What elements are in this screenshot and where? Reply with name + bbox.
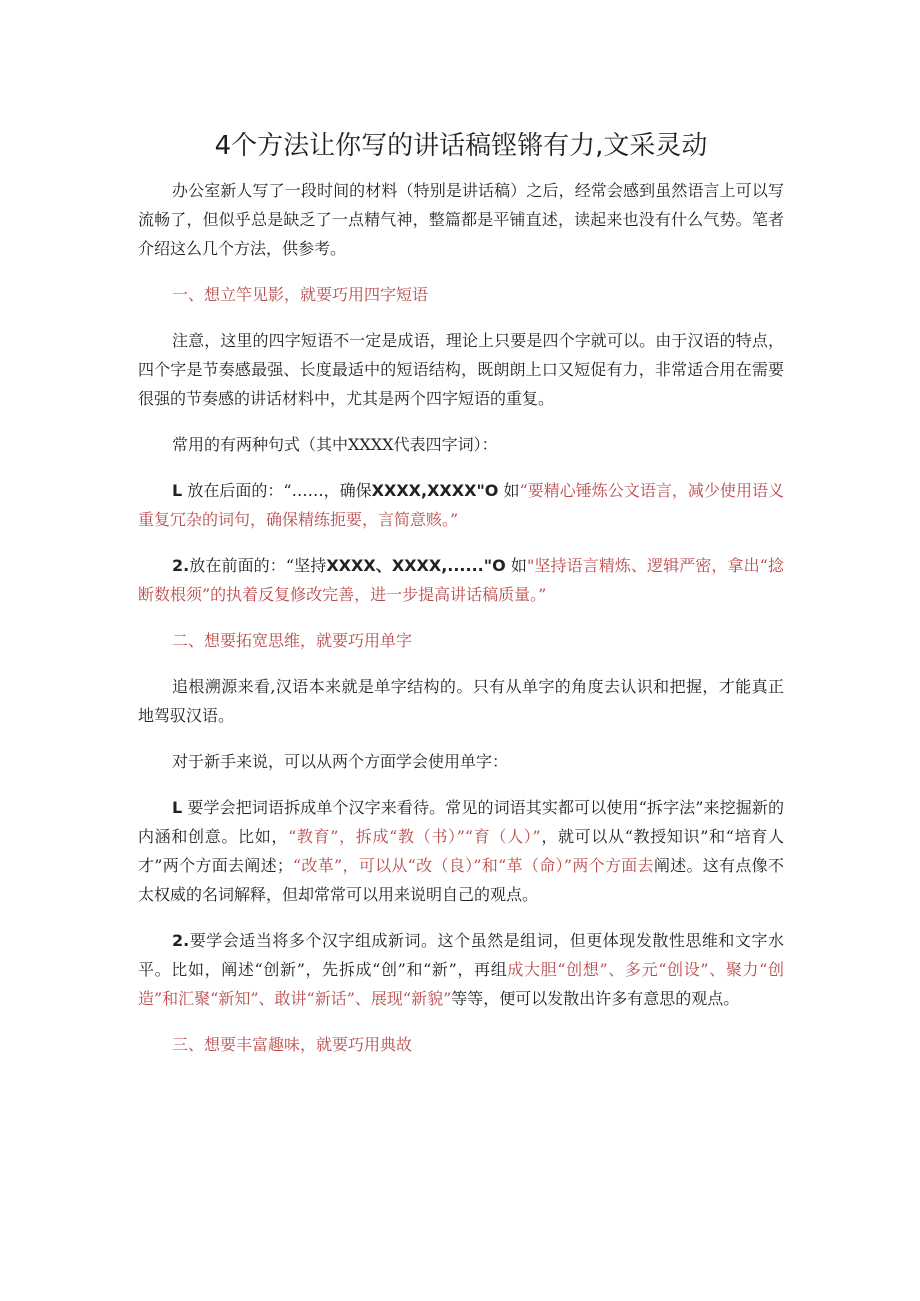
section-2-paragraph-2: 对于新手来说，可以从两个方面学会使用单字：: [172, 752, 509, 771]
item-text: 要学会适当将多个汉字组成新词。这个虽然是组词，但更体现发散性思维和文字水平。比如，阐述“创新”，先拆成“创”和“新”，再组: [138, 931, 784, 979]
item-number: L: [172, 798, 183, 817]
section-1-paragraph-1: 注意，这里的四字短语不一定是成语，理论上只要是四个字就可以。由于汉语的特点，四个字是节奏感最强、长度最适中的短语结构，既朗朗上口又短促有力，非常适合用在需要很强的节奏感的讲话材料中，尤其是两个四字短语的重复。: [138, 331, 784, 408]
section-2-item-1: [138, 793, 784, 909]
item-code: XXXX,XXXX"O: [371, 481, 499, 500]
item-example: 成大胆“创想”、多元“创设”、聚力“创造”和汇聚“新知”、敢讲“新话”、展现“新貌”: [138, 960, 784, 1008]
item-lead-text: 放在后面的：“……，确保: [187, 481, 372, 500]
item-number: 2.: [172, 931, 190, 950]
document-page: [138, 126, 784, 1076]
section-1-paragraph-2: 常用的有两种句式（其中XXXX代表四字词）：: [172, 435, 498, 454]
item-text: 等等，便可以发散出许多有意思的观点。: [451, 989, 740, 1008]
section-2-paragraph-1: 追根溯源来看,汉语本来就是单字结构的。只有从单字的角度去认识和把握，才能真正地驾驭汉语。: [138, 677, 784, 725]
item-code: XXXX、XXXX,......"O: [326, 556, 506, 575]
section-1-item-2: [138, 551, 784, 609]
intro-paragraph: 办公室新人写了一段时间的材料（特别是讲话稿）之后，经常会感到虽然语言上可以写流畅了，但似乎总是缺乏了一点精气神，整篇都是平铺直述，读起来也没有什么气势。笔者介绍这么几个方法，供参考。: [138, 181, 784, 258]
item-mid-text: 如: [503, 481, 520, 500]
item-number: L: [172, 481, 183, 500]
section-3-heading: 三、想要丰富趣味，就要巧用典故: [172, 1035, 413, 1054]
section-1-item-1: [138, 476, 784, 534]
item-example: “改革”，可以从“改（良）”和“革（命）”两个方面去: [292, 856, 654, 875]
section-2-heading: 二、想要拓宽思维，就要巧用单字: [172, 631, 413, 650]
item-text: 阐述。这有点像不太权威的名词解释，但却常常可以用来说明自己的观点。: [138, 856, 784, 904]
item-mid-text: 如: [510, 556, 527, 575]
item-number: 2.: [172, 556, 190, 575]
section-2-item-2: [138, 926, 784, 1013]
item-example: “要精心锤炼公文语言，减少使用语义重复冗杂的词句，确保精练扼要，言简意赅。”: [138, 481, 784, 529]
item-lead-text: 放在前面的：“坚持: [189, 556, 327, 575]
item-text: ，就可以从“教授知识”和“培育人才”两个方面去阐述；: [138, 827, 784, 875]
item-text: 要学会把词语拆成单个汉字来看待。常见的词语其实都可以使用“拆字法”来挖掘新的内涵和创意。比如，: [138, 798, 784, 846]
document-title: 4个方法让你写的讲话稿铿锵有力,文采灵动: [214, 131, 708, 161]
item-example: “教育”，拆成“教（书）”“育（人）”: [288, 827, 541, 846]
section-1-heading: 一、想立竿见影，就要巧用四字短语: [172, 285, 429, 304]
item-example: "坚持语言精炼、逻辑严密，拿出“捻断数根须”的执着反复修改完善，进一步提高讲话稿质量。”: [138, 556, 784, 604]
